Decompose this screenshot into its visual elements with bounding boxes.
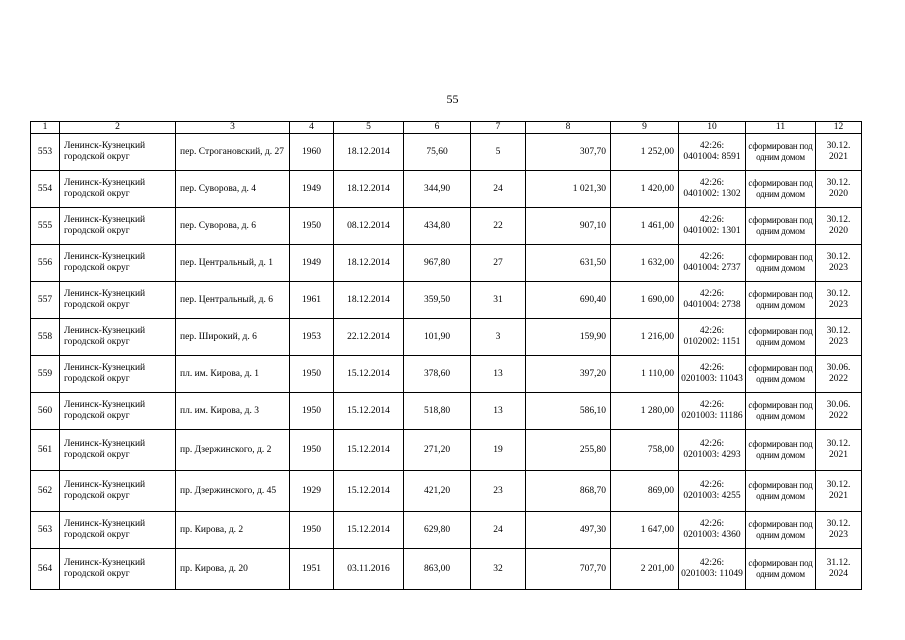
area-cell: 344,90 (404, 171, 471, 208)
municipality-cell: Ленинск-Кузнецкий городской округ (60, 549, 176, 590)
deadline-cell: 30.12. 2021 (816, 134, 862, 171)
residents-cell: 13 (471, 356, 526, 393)
deadline-cell: 30.06. 2022 (816, 356, 862, 393)
area-cell: 629,80 (404, 512, 471, 549)
deadline-cell: 30.12. 2021 (816, 430, 862, 471)
municipality-cell: Ленинск-Кузнецкий городской округ (60, 356, 176, 393)
table-row (31, 549, 862, 590)
table-row (31, 171, 862, 208)
status-cell: сформирован под одним домом (746, 356, 816, 393)
status-cell: сформирован под одним домом (746, 393, 816, 430)
land-area-cell: 869,00 (611, 471, 679, 512)
row-number: 560 (31, 393, 60, 430)
land-area-cell: 1 647,00 (611, 512, 679, 549)
total-area-cell: 586,10 (526, 393, 611, 430)
year-built-cell: 1951 (290, 549, 334, 590)
year-built-cell: 1950 (290, 430, 334, 471)
address-cell: пер. Центральный, д. 6 (176, 282, 290, 319)
row-number: 557 (31, 282, 60, 319)
residents-cell: 27 (471, 245, 526, 282)
year-built-cell: 1953 (290, 319, 334, 356)
status-cell: сформирован под одним домом (746, 512, 816, 549)
date-cell: 08.12.2014 (334, 208, 404, 245)
date-cell: 15.12.2014 (334, 393, 404, 430)
total-area-cell: 707,70 (526, 549, 611, 590)
area-cell: 75,60 (404, 134, 471, 171)
column-number: 10 (679, 122, 746, 134)
deadline-cell: 30.12. 2023 (816, 282, 862, 319)
year-built-cell: 1960 (290, 134, 334, 171)
status-cell: сформирован под одним домом (746, 245, 816, 282)
cadastral-number-cell: 42:26: 0401004: 2738 (679, 282, 746, 319)
total-area-cell: 397,20 (526, 356, 611, 393)
cadastral-number-cell: 42:26: 0201003: 11186 (679, 393, 746, 430)
residents-cell: 24 (471, 171, 526, 208)
land-area-cell: 1 280,00 (611, 393, 679, 430)
land-area-cell: 1 632,00 (611, 245, 679, 282)
address-cell: пр. Кирова, д. 20 (176, 549, 290, 590)
column-number: 7 (471, 122, 526, 134)
land-area-cell: 2 201,00 (611, 549, 679, 590)
date-cell: 15.12.2014 (334, 471, 404, 512)
cadastral-number-cell: 42:26: 0102002: 1151 (679, 319, 746, 356)
column-number: 5 (334, 122, 404, 134)
total-area-cell: 868,70 (526, 471, 611, 512)
page-number: 55 (446, 92, 459, 106)
municipality-cell: Ленинск-Кузнецкий городской округ (60, 245, 176, 282)
year-built-cell: 1961 (290, 282, 334, 319)
date-cell: 18.12.2014 (334, 134, 404, 171)
address-cell: пер. Строгановский, д. 27 (176, 134, 290, 171)
deadline-cell: 30.12. 2023 (816, 245, 862, 282)
land-area-cell: 758,00 (611, 430, 679, 471)
date-cell: 18.12.2014 (334, 282, 404, 319)
column-number-row (31, 122, 862, 134)
date-cell: 22.12.2014 (334, 319, 404, 356)
column-number: 8 (526, 122, 611, 134)
column-number: 3 (176, 122, 290, 134)
cadastral-number-cell: 42:26: 0401004: 2737 (679, 245, 746, 282)
status-cell: сформирован под одним домом (746, 549, 816, 590)
municipality-cell: Ленинск-Кузнецкий городской округ (60, 393, 176, 430)
year-built-cell: 1950 (290, 393, 334, 430)
total-area-cell: 159,90 (526, 319, 611, 356)
status-cell: сформирован под одним домом (746, 171, 816, 208)
table-row (31, 134, 862, 171)
total-area-cell: 631,50 (526, 245, 611, 282)
date-cell: 15.12.2014 (334, 512, 404, 549)
column-number: 2 (60, 122, 176, 134)
area-cell: 421,20 (404, 471, 471, 512)
address-cell: пер. Широкий, д. 6 (176, 319, 290, 356)
column-number: 6 (404, 122, 471, 134)
status-cell: сформирован под одним домом (746, 134, 816, 171)
total-area-cell: 690,40 (526, 282, 611, 319)
residents-cell: 24 (471, 512, 526, 549)
municipality-cell: Ленинск-Кузнецкий городской округ (60, 430, 176, 471)
address-cell: пер. Центральный, д. 1 (176, 245, 290, 282)
row-number: 562 (31, 471, 60, 512)
residents-cell: 32 (471, 549, 526, 590)
row-number: 556 (31, 245, 60, 282)
address-cell: пл. им. Кирова, д. 1 (176, 356, 290, 393)
address-cell: пер. Суворова, д. 6 (176, 208, 290, 245)
deadline-cell: 30.12. 2023 (816, 512, 862, 549)
cadastral-number-cell: 42:26: 0401004: 8591 (679, 134, 746, 171)
row-number: 563 (31, 512, 60, 549)
area-cell: 434,80 (404, 208, 471, 245)
year-built-cell: 1929 (290, 471, 334, 512)
housing-registry-table (30, 121, 862, 590)
residents-cell: 13 (471, 393, 526, 430)
municipality-cell: Ленинск-Кузнецкий городской округ (60, 471, 176, 512)
row-number: 555 (31, 208, 60, 245)
table-row (31, 319, 862, 356)
cadastral-number-cell: 42:26: 0201003: 11043 (679, 356, 746, 393)
deadline-cell: 30.12. 2020 (816, 208, 862, 245)
land-area-cell: 1 461,00 (611, 208, 679, 245)
column-number: 4 (290, 122, 334, 134)
status-cell: сформирован под одним домом (746, 319, 816, 356)
total-area-cell: 255,80 (526, 430, 611, 471)
table-row (31, 282, 862, 319)
total-area-cell: 307,70 (526, 134, 611, 171)
date-cell: 15.12.2014 (334, 356, 404, 393)
area-cell: 101,90 (404, 319, 471, 356)
table-row (31, 208, 862, 245)
residents-cell: 19 (471, 430, 526, 471)
deadline-cell: 31.12. 2024 (816, 549, 862, 590)
column-number: 12 (816, 122, 862, 134)
cadastral-number-cell: 42:26: 0201003: 11049 (679, 549, 746, 590)
deadline-cell: 30.06. 2022 (816, 393, 862, 430)
status-cell: сформирован под одним домом (746, 208, 816, 245)
area-cell: 271,20 (404, 430, 471, 471)
status-cell: сформирован под одним домом (746, 430, 816, 471)
year-built-cell: 1950 (290, 208, 334, 245)
cadastral-number-cell: 42:26: 0201003: 4293 (679, 430, 746, 471)
address-cell: пл. им. Кирова, д. 3 (176, 393, 290, 430)
municipality-cell: Ленинск-Кузнецкий городской округ (60, 319, 176, 356)
table-row (31, 393, 862, 430)
table-row (31, 245, 862, 282)
year-built-cell: 1950 (290, 512, 334, 549)
residents-cell: 22 (471, 208, 526, 245)
deadline-cell: 30.12. 2021 (816, 471, 862, 512)
land-area-cell: 1 690,00 (611, 282, 679, 319)
year-built-cell: 1949 (290, 245, 334, 282)
area-cell: 359,50 (404, 282, 471, 319)
area-cell: 863,00 (404, 549, 471, 590)
total-area-cell: 1 021,30 (526, 171, 611, 208)
column-number: 11 (746, 122, 816, 134)
municipality-cell: Ленинск-Кузнецкий городской округ (60, 282, 176, 319)
municipality-cell: Ленинск-Кузнецкий городской округ (60, 208, 176, 245)
date-cell: 03.11.2016 (334, 549, 404, 590)
address-cell: пр. Дзержинского, д. 2 (176, 430, 290, 471)
year-built-cell: 1949 (290, 171, 334, 208)
row-number: 558 (31, 319, 60, 356)
column-number: 1 (31, 122, 60, 134)
table-row (31, 356, 862, 393)
row-number: 559 (31, 356, 60, 393)
date-cell: 15.12.2014 (334, 430, 404, 471)
land-area-cell: 1 110,00 (611, 356, 679, 393)
deadline-cell: 30.12. 2020 (816, 171, 862, 208)
cadastral-number-cell: 42:26: 0201003: 4255 (679, 471, 746, 512)
table-row (31, 512, 862, 549)
cadastral-number-cell: 42:26: 0201003: 4360 (679, 512, 746, 549)
municipality-cell: Ленинск-Кузнецкий городской округ (60, 512, 176, 549)
date-cell: 18.12.2014 (334, 245, 404, 282)
total-area-cell: 907,10 (526, 208, 611, 245)
area-cell: 378,60 (404, 356, 471, 393)
year-built-cell: 1950 (290, 356, 334, 393)
cadastral-number-cell: 42:26: 0401002: 1302 (679, 171, 746, 208)
land-area-cell: 1 252,00 (611, 134, 679, 171)
table-row (31, 471, 862, 512)
deadline-cell: 30.12. 2023 (816, 319, 862, 356)
residents-cell: 23 (471, 471, 526, 512)
residents-cell: 5 (471, 134, 526, 171)
cadastral-number-cell: 42:26: 0401002: 1301 (679, 208, 746, 245)
residents-cell: 31 (471, 282, 526, 319)
row-number: 564 (31, 549, 60, 590)
status-cell: сформирован под одним домом (746, 471, 816, 512)
column-number: 9 (611, 122, 679, 134)
table-row (31, 430, 862, 471)
address-cell: пр. Дзержинского, д. 45 (176, 471, 290, 512)
address-cell: пер. Суворова, д. 4 (176, 171, 290, 208)
row-number: 553 (31, 134, 60, 171)
area-cell: 967,80 (404, 245, 471, 282)
land-area-cell: 1 420,00 (611, 171, 679, 208)
land-area-cell: 1 216,00 (611, 319, 679, 356)
total-area-cell: 497,30 (526, 512, 611, 549)
row-number: 554 (31, 171, 60, 208)
status-cell: сформирован под одним домом (746, 282, 816, 319)
area-cell: 518,80 (404, 393, 471, 430)
municipality-cell: Ленинск-Кузнецкий городской округ (60, 134, 176, 171)
municipality-cell: Ленинск-Кузнецкий городской округ (60, 171, 176, 208)
address-cell: пр. Кирова, д. 2 (176, 512, 290, 549)
residents-cell: 3 (471, 319, 526, 356)
row-number: 561 (31, 430, 60, 471)
date-cell: 18.12.2014 (334, 171, 404, 208)
